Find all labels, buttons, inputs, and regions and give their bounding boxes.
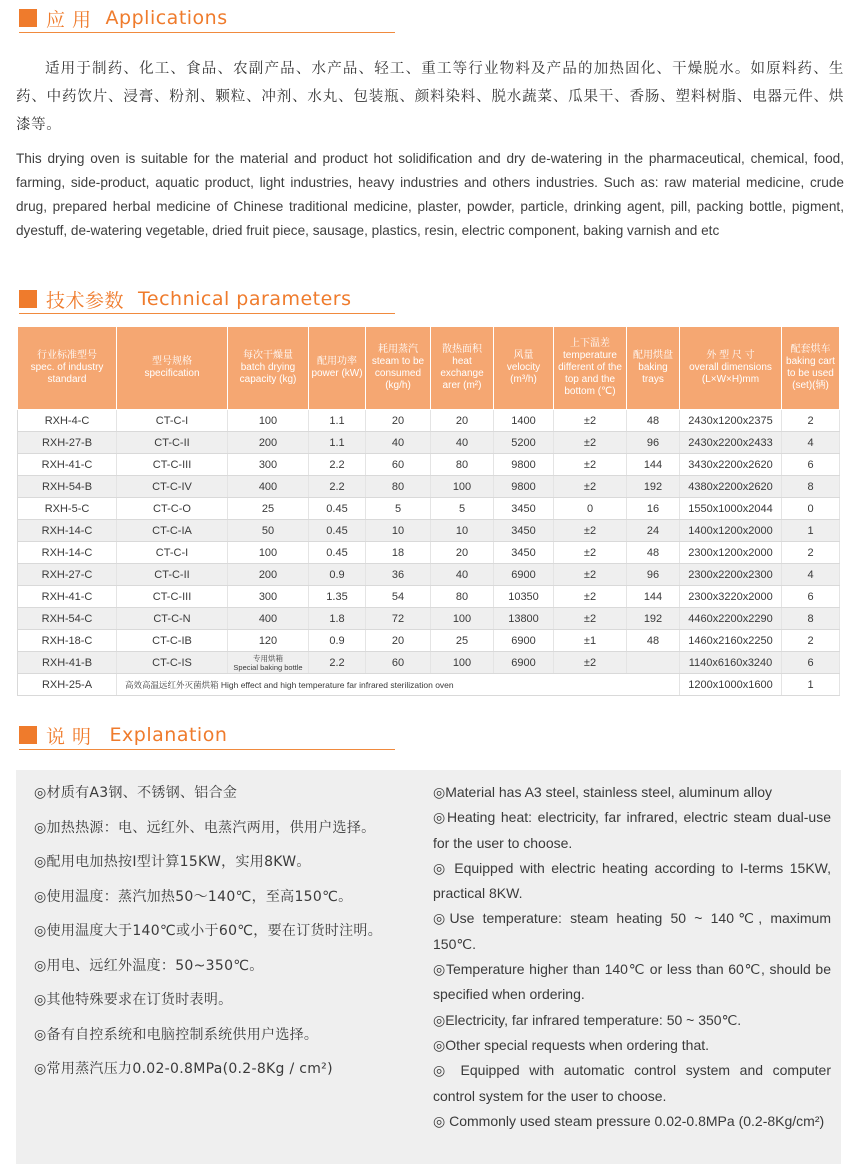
- table-row: [18, 564, 840, 586]
- table-row: [18, 630, 840, 652]
- table-row: [18, 476, 840, 498]
- cell-carts: 2: [782, 410, 840, 432]
- cell-area: 40: [431, 432, 494, 454]
- cell-spec: CT-C-IA: [117, 520, 228, 542]
- cell-model: RXH-41-C: [18, 586, 117, 608]
- col-header-temp: 上下温差 temperature different of the top and the bottom (℃): [554, 327, 627, 410]
- cell-velocity: 9800: [494, 454, 554, 476]
- cell-power: 2.2: [309, 476, 366, 498]
- explanation-item-cn: ◎用电、远红外温度：50~350℃。: [34, 957, 264, 974]
- cell-carts: 2: [782, 630, 840, 652]
- cell-area: 20: [431, 410, 494, 432]
- cell-area: 40: [431, 564, 494, 586]
- cell-capacity: 100: [228, 542, 309, 564]
- explanation-divider: [19, 749, 395, 750]
- section-square-icon: [19, 9, 37, 27]
- cell-model: RXH-14-C: [18, 542, 117, 564]
- technical-heading-cn: 技术参数: [46, 289, 125, 312]
- table-row: [18, 454, 840, 476]
- cell-power: 0.9: [309, 564, 366, 586]
- cell-trays: 192: [627, 476, 680, 498]
- table-row: [18, 520, 840, 542]
- explanation-item-cn: ◎配用电加热按I型计算15KW，实用8KW。: [34, 854, 311, 870]
- table-row: [18, 432, 840, 454]
- cell-spec: CT-C-I: [117, 542, 228, 564]
- table-row: [18, 542, 840, 564]
- explanation-heading: [19, 723, 227, 747]
- cell-carts: 8: [782, 608, 840, 630]
- cell-steam: 10: [366, 520, 431, 542]
- cell-model: RXH-18-C: [18, 630, 117, 652]
- col-header-steam: 耗用蒸汽 steam to be consumed (kg/h): [366, 327, 431, 410]
- explanation-item-en: ◎Heating heat: electricity, far infrared, electric steam dual-use for the user to choose.: [433, 809, 831, 851]
- col-header-spec: 型号规格 specification: [117, 327, 228, 410]
- explanation-item-cn: ◎备有自控系统和电脑控制系统供用户选择。: [34, 1026, 319, 1043]
- cell-temp: ±2: [554, 454, 627, 476]
- cell-capacity: 50: [228, 520, 309, 542]
- cell-velocity: 3450: [494, 520, 554, 542]
- cell-power: 0.45: [309, 498, 366, 520]
- col-header-area: 散热面积 heat exchange arer (m²): [431, 327, 494, 410]
- cell-carts: 1: [782, 520, 840, 542]
- cell-velocity: 6900: [494, 630, 554, 652]
- cell-spec: CT-C-IS: [117, 652, 228, 674]
- cell-power: 0.45: [309, 542, 366, 564]
- explanation-item-en: ◎ Commonly used steam pressure 0.02-0.8MPa (0.2-8Kg/cm²): [433, 1112, 825, 1129]
- cell-steam: 72: [366, 608, 431, 630]
- applications-heading-en: Applications: [105, 7, 228, 29]
- cell-trays: 16: [627, 498, 680, 520]
- cell-trays: 48: [627, 542, 680, 564]
- cell-carts: 2: [782, 542, 840, 564]
- explanation-item-cn: ◎使用温度大于140℃或小于60℃，要在订货时注明。: [34, 923, 382, 939]
- cell-model: RXH-14-C: [18, 520, 117, 542]
- explanation-item-en: ◎Temperature higher than 140℃ or less than 60℃, should be specified when ordering.: [433, 961, 831, 1003]
- cell-dimensions: 1460x2160x2250: [680, 630, 782, 652]
- cell-trays: 48: [627, 410, 680, 432]
- cell-spec: CT-C-N: [117, 608, 228, 630]
- cell-steam: 36: [366, 564, 431, 586]
- cell-note: 高效高温远红外灭菌烘箱 High effect and high temperature far infrared sterilization oven: [117, 674, 680, 696]
- cell-velocity: 3450: [494, 498, 554, 520]
- cell-temp: ±2: [554, 410, 627, 432]
- technical-heading-en: Technical parameters: [138, 288, 352, 310]
- cell-power: 1.35: [309, 586, 366, 608]
- cell-carts: 6: [782, 652, 840, 674]
- cell-trays: 24: [627, 520, 680, 542]
- cell-capacity: 100: [228, 410, 309, 432]
- cell-power: 0.9: [309, 630, 366, 652]
- explanation-heading-cn: 说 明: [46, 725, 92, 748]
- cell-area: 5: [431, 498, 494, 520]
- technical-heading: [19, 287, 352, 311]
- cell-area: 100: [431, 608, 494, 630]
- cell-temp: ±1: [554, 630, 627, 652]
- cell-dimensions: 2430x1200x2375: [680, 410, 782, 432]
- cell-temp: ±2: [554, 520, 627, 542]
- cell-dimensions: 1140x6160x3240: [680, 652, 782, 674]
- cell-model: RXH-4-C: [18, 410, 117, 432]
- cell-dimensions: 4380x2200x2620: [680, 476, 782, 498]
- cell-dimensions: 2430x2200x2433: [680, 432, 782, 454]
- cell-velocity: 13800: [494, 608, 554, 630]
- cell-model: RXH-27-B: [18, 432, 117, 454]
- cell-velocity: 6900: [494, 652, 554, 674]
- table-row: [18, 410, 840, 432]
- applications-text-en: This drying oven is suitable for the material and product hot solidification and dry de-watering in the pharmaceutical, chemical, food, farming, side-product, aquatic product, light industries, heavy industries and others industries. Such as: raw material medicine, crude drug, prepared herbal medicine of Chinese traditional medicine, plaster, powder, particle, drinking agent, pill, packing bottle, pigment, dyestuff, de-watering vegetable, dried fruit piece, sausage, plastics, resin, electric component, baking varnish and etc: [16, 151, 844, 238]
- cell-dimensions: 1550x1000x2044: [680, 498, 782, 520]
- cell-steam: 60: [366, 652, 431, 674]
- section-square-icon: [19, 290, 37, 308]
- explanation-panel: [16, 770, 841, 1164]
- cell-spec: CT-C-II: [117, 432, 228, 454]
- cell-dimensions: 1200x1000x1600: [680, 674, 782, 696]
- explanation-item-en: ◎Other special requests when ordering that.: [433, 1036, 710, 1053]
- cell-model: RXH-54-C: [18, 608, 117, 630]
- cell-velocity: 6900: [494, 564, 554, 586]
- cell-spec: CT-C-II: [117, 564, 228, 586]
- cell-area: 25: [431, 630, 494, 652]
- cell-capacity: 200: [228, 564, 309, 586]
- applications-divider: [19, 32, 395, 33]
- cell-trays: 96: [627, 564, 680, 586]
- cell-temp: ±2: [554, 608, 627, 630]
- cell-power: 1.1: [309, 410, 366, 432]
- cell-carts: 4: [782, 432, 840, 454]
- table-row-last: [18, 674, 840, 696]
- cell-steam: 18: [366, 542, 431, 564]
- explanation-list-cn: [34, 776, 434, 1087]
- explanation-item-cn: ◎加热热源：电、远红外、电蒸汽两用，供用户选择。: [34, 819, 376, 836]
- technical-divider: [19, 313, 395, 314]
- applications-text-cn: 适用于制药、化工、食品、农副产品、水产品、轻工、重工等行业物料及产品的加热固化、干燥脱水。如原料药、生药、中药饮片、浸膏、粉剂、颗粒、冲剂、水丸、包装瓶、颜料染料、脱水蔬菜、瓜果干、香肠、塑料树脂、电器元件、烘漆等。: [16, 61, 844, 133]
- cell-trays: 96: [627, 432, 680, 454]
- cell-capacity: 300: [228, 586, 309, 608]
- cell-temp: ±2: [554, 476, 627, 498]
- applications-heading: [19, 6, 228, 30]
- cell-trays: [627, 652, 680, 674]
- cell-power: 2.2: [309, 652, 366, 674]
- cell-trays: 192: [627, 608, 680, 630]
- cell-temp: ±2: [554, 652, 627, 674]
- cell-spec: CT-C-O: [117, 498, 228, 520]
- cell-area: 100: [431, 476, 494, 498]
- cell-steam: 80: [366, 476, 431, 498]
- cell-velocity: 1400: [494, 410, 554, 432]
- explanation-heading-en: Explanation: [109, 724, 228, 746]
- cell-carts: 8: [782, 476, 840, 498]
- cell-carts: 1: [782, 674, 840, 696]
- cell-area: 20: [431, 542, 494, 564]
- cell-dimensions: 4460x2200x2290: [680, 608, 782, 630]
- table-header-row: [18, 327, 840, 410]
- section-square-icon: [19, 726, 37, 744]
- explanation-item-en: ◎Electricity, far infrared temperature: 50 ~ 350℃.: [433, 1011, 742, 1028]
- col-header-power: 配用功率 power (kW): [309, 327, 366, 410]
- cell-capacity: 120: [228, 630, 309, 652]
- col-header-dimensions: 外 型 尺 寸 overall dimensions (L×W×H)mm: [680, 327, 782, 410]
- cell-temp: ±2: [554, 432, 627, 454]
- cell-carts: 4: [782, 564, 840, 586]
- technical-parameters-table: [17, 326, 840, 696]
- cell-trays: 144: [627, 586, 680, 608]
- explanation-item-cn: ◎常用蒸汽压力0.02-0.8MPa(0.2-8Kg / cm²): [34, 1061, 333, 1077]
- col-header-trays: 配用烘盘 baking trays: [627, 327, 680, 410]
- table-row: [18, 586, 840, 608]
- cell-capacity: 25: [228, 498, 309, 520]
- cell-capacity: 200: [228, 432, 309, 454]
- cell-capacity: 专用烘箱 Special baking bottle: [228, 652, 309, 674]
- cell-velocity: 3450: [494, 542, 554, 564]
- cell-trays: 144: [627, 454, 680, 476]
- cell-spec: CT-C-I: [117, 410, 228, 432]
- cell-velocity: 9800: [494, 476, 554, 498]
- col-header-carts: 配套烘车 baking cart to be used (set)(辆): [782, 327, 840, 410]
- cell-power: 1.8: [309, 608, 366, 630]
- cell-steam: 5: [366, 498, 431, 520]
- applications-heading-cn: 应 用: [46, 8, 92, 31]
- cell-spec: CT-C-IB: [117, 630, 228, 652]
- explanation-item-en: ◎Use temperature: steam heating 50 ~ 140℃, maximum 150℃.: [433, 910, 831, 952]
- explanation-item-cn: ◎其他特殊要求在订货时表明。: [34, 992, 233, 1008]
- cell-dimensions: 3430x2200x2620: [680, 454, 782, 476]
- cell-power: 1.1: [309, 432, 366, 454]
- cell-carts: 6: [782, 586, 840, 608]
- explanation-item-en: ◎ Equipped with automatic control system and computer control system for the user to choose.: [433, 1062, 831, 1104]
- col-header-capacity: 每次干燥量 batch drying capacity (kg): [228, 327, 309, 410]
- cell-capacity: 300: [228, 454, 309, 476]
- cell-capacity: 400: [228, 608, 309, 630]
- table-row: [18, 498, 840, 520]
- table-row: [18, 608, 840, 630]
- cell-power: 2.2: [309, 454, 366, 476]
- cell-area: 80: [431, 454, 494, 476]
- cell-area: 80: [431, 586, 494, 608]
- cell-velocity: 5200: [494, 432, 554, 454]
- cell-model: RXH-54-B: [18, 476, 117, 498]
- cell-model: RXH-27-C: [18, 564, 117, 586]
- cell-area: 10: [431, 520, 494, 542]
- cell-power: 0.45: [309, 520, 366, 542]
- cell-model: RXH-5-C: [18, 498, 117, 520]
- cell-spec: CT-C-III: [117, 586, 228, 608]
- explanation-item-en: ◎ Equipped with electric heating according to I-terms 15KW, practical 8KW.: [433, 859, 831, 902]
- cell-spec: CT-C-IV: [117, 476, 228, 498]
- cell-dimensions: 1400x1200x2000: [680, 520, 782, 542]
- cell-area: 100: [431, 652, 494, 674]
- table-row-is: [18, 652, 840, 674]
- cell-dimensions: 2300x1200x2000: [680, 542, 782, 564]
- cell-temp: 0: [554, 498, 627, 520]
- cell-capacity: 400: [228, 476, 309, 498]
- cell-model: RXH-41-B: [18, 652, 117, 674]
- cell-trays: 48: [627, 630, 680, 652]
- cell-dimensions: 2300x3220x2000: [680, 586, 782, 608]
- cell-carts: 0: [782, 498, 840, 520]
- cell-steam: 54: [366, 586, 431, 608]
- cell-dimensions: 2300x2200x2300: [680, 564, 782, 586]
- cell-steam: 20: [366, 410, 431, 432]
- cell-carts: 6: [782, 454, 840, 476]
- cell-steam: 20: [366, 630, 431, 652]
- cell-steam: 40: [366, 432, 431, 454]
- explanation-list-en: [433, 780, 831, 1134]
- cell-spec: CT-C-III: [117, 454, 228, 476]
- cell-model: RXH-41-C: [18, 454, 117, 476]
- cell-temp: ±2: [554, 586, 627, 608]
- col-header-velocity: 风量 velocity (m³/h): [494, 327, 554, 410]
- cell-model: RXH-25-A: [18, 674, 117, 696]
- cell-velocity: 10350: [494, 586, 554, 608]
- explanation-item-en: ◎Material has A3 steel, stainless steel, aluminum alloy: [433, 784, 773, 800]
- cell-temp: ±2: [554, 542, 627, 564]
- cell-steam: 60: [366, 454, 431, 476]
- explanation-item-cn: ◎材质有A3钢、不锈钢、铝合金: [34, 785, 238, 801]
- col-header-model: 行业标准型号 spec. of industry standard: [18, 327, 117, 410]
- explanation-item-cn: ◎使用温度：蒸汽加热50～140℃，至高150℃。: [34, 888, 353, 905]
- cell-temp: ±2: [554, 564, 627, 586]
